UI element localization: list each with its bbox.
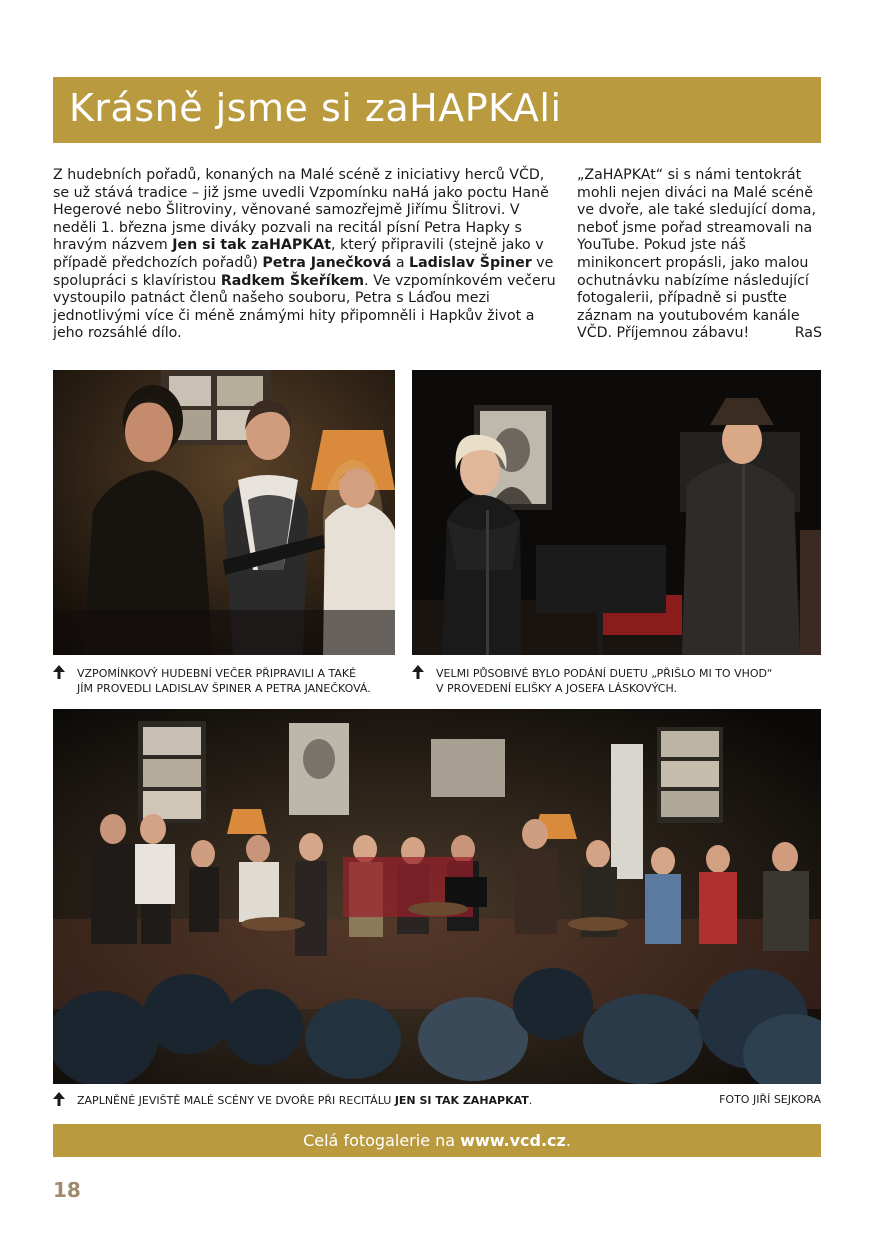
- stream-paragraph: [577, 167, 822, 343]
- caption-show-name: JEN SI TAK ZAHAPKAT: [394, 1094, 529, 1107]
- gallery-banner: [53, 1124, 821, 1157]
- gallery-link[interactable]: www.vcd.cz: [460, 1131, 566, 1150]
- gallery-banner-end: .: [565, 1131, 571, 1150]
- pianist-name: Radkem Škeříkem: [220, 272, 365, 289]
- author-name: Ladislav Špiner: [409, 254, 532, 271]
- article-body-column-2: [577, 167, 822, 343]
- photo-duet-image: [412, 370, 821, 655]
- caption-text: ZAPLNĚNÉ JEVIŠTĚ MALÉ SCÉNY VE DVOŘE PŘI RECITÁLU: [77, 1094, 395, 1107]
- caption-photo-2: [436, 666, 826, 696]
- arrow-up-icon: [53, 665, 65, 679]
- caption-text-end: .: [528, 1094, 533, 1107]
- body-text: ve spolupráci s klavíristou: [53, 254, 554, 289]
- author-name: Petra Janečková: [262, 254, 392, 271]
- caption-line: VELMI PŮSOBIVÉ BYLO PODÁNÍ DUETU „PŘIŠLO MI TO VHOD“: [436, 667, 773, 680]
- gallery-banner-text: Celá fotogalerie na: [303, 1131, 461, 1150]
- photo-full-stage: [53, 709, 821, 1084]
- intro-paragraph: [53, 167, 559, 343]
- photo-full-stage-image: [53, 709, 821, 1084]
- author-signature: RaS: [794, 325, 822, 342]
- photo-credit: FOTO JIŘÍ SEJKORA: [719, 1093, 821, 1106]
- body-text: . Ve vzpomínkovém večeru vystoupilo patnáct členů našeho souboru, Petra s Láďou mezi jednotlivými více či méně známými hity připomněli i Hapkův život a jeho rozsáhlé dílo.: [53, 272, 556, 342]
- show-name: Jen si tak zaHAPKAt: [172, 237, 331, 254]
- body-text: „ZaHAPKAt“ si s námi tentokrát mohli nejen diváci na Malé scéně ve dvoře, ale také sledující doma, neboť jsme pořad streamovali na YouTube. Pokud jste náš minikoncert propásli, jako malou ochutnávku nabízíme následující fotogalerii, případně si pusťte záznam na youtubovém kanále VČD. Příjemnou zábavu!: [577, 167, 816, 342]
- article-body-column-1: [53, 167, 559, 343]
- title-banner: [53, 77, 821, 143]
- body-text: , který připravili (stejně jako v případě předchozích pořadů): [53, 237, 544, 271]
- caption-line: VZPOMÍNKOVÝ HUDEBNÍ VEČER PŘIPRAVILI A TAKÉ: [77, 667, 357, 680]
- caption-line: JÍM PROVEDLI LADISLAV ŠPINER A PETRA JANEČKOVÁ.: [77, 682, 371, 695]
- caption-photo-3: [77, 1093, 637, 1108]
- body-text: Z hudebních pořadů, konaných na Malé scéně z iniciativy herců VČD, se už stává tradice – již jsme uvedli Vzpomínku naHá jako poctu Haně Hegerové nebo Šlitroviny, věnované samozřejmě Jiřímu Šlitrovi. V neděli 1. března jsme diváky pozvali na recitál písní Petra Hapky s hravým názvem: [53, 167, 549, 254]
- page-number: 18: [53, 1178, 81, 1202]
- arrow-up-icon: [412, 665, 424, 679]
- arrow-up-icon: [53, 1092, 65, 1106]
- caption-photo-1: [77, 666, 397, 696]
- caption-line: V PROVEDENÍ ELIŠKY A JOSEFA LÁSKOVÝCH.: [436, 682, 678, 695]
- photo-duo-hosts: [53, 370, 395, 655]
- body-text: a: [391, 254, 410, 271]
- article-title: Krásně jsme si zaHAPKAli: [69, 86, 562, 130]
- photo-duet: [412, 370, 821, 655]
- photo-duo-hosts-image: [53, 370, 395, 655]
